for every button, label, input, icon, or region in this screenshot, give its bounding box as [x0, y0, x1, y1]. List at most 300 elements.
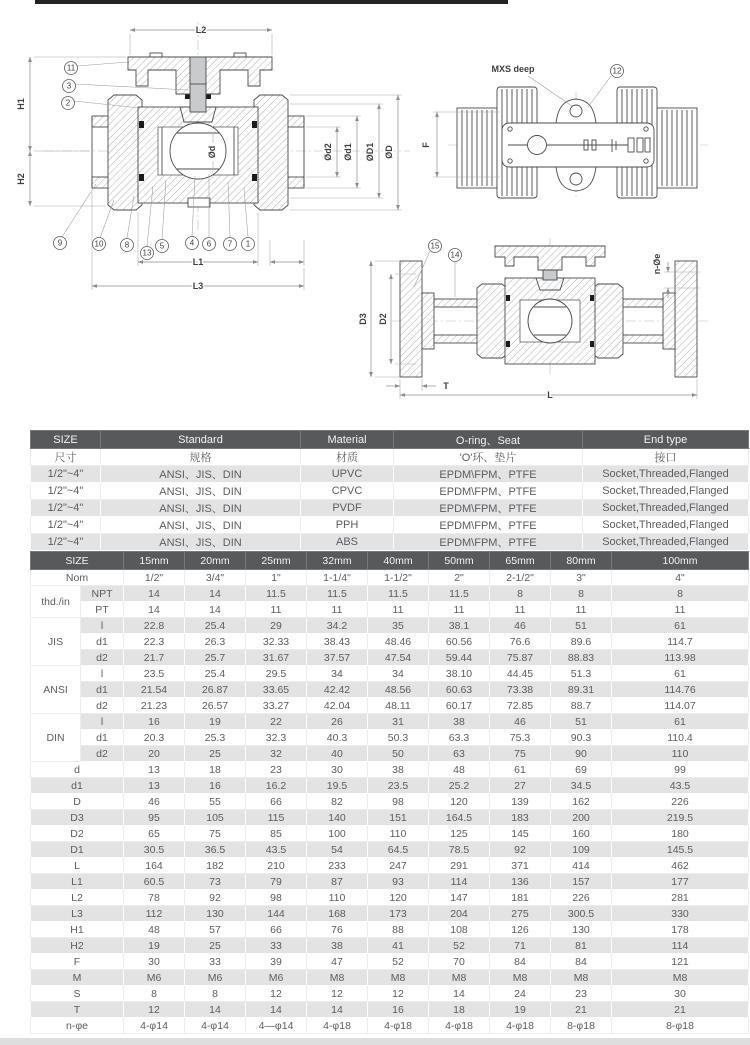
dimension-cell: 115 — [246, 810, 307, 826]
dimension-cell: 52 — [368, 954, 429, 970]
dimension-cell: M6 — [185, 970, 246, 986]
dims-header-row — [31, 552, 749, 570]
stem — [190, 57, 206, 112]
dimension-cell: 8 — [490, 586, 551, 602]
dimension-cell: 14 — [185, 1002, 246, 1018]
dimension-cell: 25 — [185, 938, 246, 954]
dimension-cell: 114.7 — [612, 634, 749, 650]
dimension-cell: 178 — [612, 922, 749, 938]
dimension-row — [31, 602, 749, 618]
dimension-cell: 4-φ18 — [490, 1018, 551, 1034]
dimension-cell: 8-φ18 — [551, 1018, 612, 1034]
dimension-cell: 120 — [368, 890, 429, 906]
valve-ball-flanged — [528, 299, 572, 343]
dimension-cell: 11 — [307, 602, 368, 618]
dimension-cell: 11 — [429, 602, 490, 618]
dimension-cell: 173 — [368, 906, 429, 922]
row-label: L1 — [31, 874, 124, 890]
dimension-cell: 11 — [490, 602, 551, 618]
dimension-cell: 98 — [368, 794, 429, 810]
dimension-cell: 291 — [429, 858, 490, 874]
dimension-cell: 109 — [551, 842, 612, 858]
row-label: L2 — [31, 890, 124, 906]
dimension-cell: 180 — [612, 826, 749, 842]
dimension-cell: 8-φ18 — [612, 1018, 749, 1034]
spec-cell: 1/2"~4" — [31, 500, 101, 517]
spec-cell: ANSI、JIS、DIN — [101, 500, 301, 517]
dimension-cell: 24 — [490, 986, 551, 1002]
flange-left — [400, 261, 434, 377]
dimension-row — [31, 682, 749, 698]
dims-column-header: 40mm — [368, 552, 429, 570]
dimension-cell: 140 — [307, 810, 368, 826]
spec-cell: 1/2"~4" — [31, 534, 101, 551]
dimension-cell: 114.07 — [612, 698, 749, 714]
dimension-cell: 47.54 — [368, 650, 429, 666]
dimension-cell: 23.5 — [124, 666, 185, 682]
t-handle-flanged — [495, 246, 605, 270]
handle-top-view — [502, 123, 654, 167]
spec-cell: Socket,Threaded,Flanged — [583, 517, 749, 534]
dimension-cell: 31.67 — [246, 650, 307, 666]
dimension-cell: 72.85 — [490, 698, 551, 714]
dimension-cell: M8 — [490, 970, 551, 986]
dimension-cell: 71 — [490, 938, 551, 954]
dimension-cell: 18 — [429, 1002, 490, 1018]
dimension-cell: 75.87 — [490, 650, 551, 666]
dimension-cell: 73.38 — [490, 682, 551, 698]
callout-number: 3 — [66, 81, 72, 91]
dimension-cell: 37.57 — [307, 650, 368, 666]
spec-column-header: O-ring、Seat — [394, 431, 583, 449]
dimension-row — [31, 922, 749, 938]
dimension-cell: 11 — [551, 602, 612, 618]
row-group-label: DIN — [31, 714, 81, 762]
dimension-cell: 42.04 — [307, 698, 368, 714]
dimension-cell: 31 — [368, 714, 429, 730]
spec-cell: EPDM\FPM、PTFE — [394, 534, 583, 551]
dimension-cell: 21.7 — [124, 650, 185, 666]
spec-cell: PVDF — [301, 500, 394, 517]
dim-label-od1: Ød1 — [343, 143, 353, 161]
dimension-cell: 66 — [246, 922, 307, 938]
dimension-row — [31, 1018, 749, 1034]
dimension-cell: 61 — [612, 714, 749, 730]
row-label: D1 — [31, 842, 124, 858]
dimension-cell: 38 — [429, 714, 490, 730]
dimension-row — [31, 954, 749, 970]
dimension-cell: M8 — [429, 970, 490, 986]
spec-column-header: Standard — [101, 431, 301, 449]
dimension-cell: 57 — [185, 922, 246, 938]
dimension-cell: 39 — [246, 954, 307, 970]
dimension-cell: 8 — [185, 986, 246, 1002]
dimension-cell: 11.5 — [246, 586, 307, 602]
dimension-cell: 26.3 — [185, 634, 246, 650]
callout-number: 12 — [612, 66, 622, 76]
dimension-cell: 11 — [612, 602, 749, 618]
dims-column-header: 15mm — [124, 552, 185, 570]
spec-table — [30, 430, 749, 551]
footer-divider — [0, 1038, 750, 1045]
callout-number: 7 — [227, 239, 233, 249]
dim-label-oD1: ØD1 — [365, 142, 375, 162]
dimension-cell: 219.5 — [612, 810, 749, 826]
callout-number: 5 — [159, 241, 165, 251]
dims-column-header: 50mm — [429, 552, 490, 570]
dimension-cell: 73 — [185, 874, 246, 890]
dimension-cell: 26 — [307, 714, 368, 730]
dimension-cell: 35 — [368, 618, 429, 634]
dimension-cell: 23 — [551, 986, 612, 1002]
row-label: d1 — [31, 778, 124, 794]
dimension-cell: 50 — [368, 746, 429, 762]
row-label: D2 — [31, 826, 124, 842]
dim-label-ne: n-Øe — [652, 253, 662, 275]
dimension-cell: 13 — [124, 778, 185, 794]
dimension-cell: 41 — [368, 938, 429, 954]
dimension-cell: 11.5 — [429, 586, 490, 602]
dimension-cell: 114 — [429, 874, 490, 890]
dimension-cell: 14 — [185, 602, 246, 618]
dimension-cell: 112 — [124, 906, 185, 922]
dimension-cell: 63.3 — [429, 730, 490, 746]
spec-cell: 1/2"~4" — [31, 517, 101, 534]
top-view-drawing — [421, 64, 708, 198]
dimension-cell: 330 — [612, 906, 749, 922]
spec-subheader-cell: 规格 — [101, 449, 301, 466]
dimension-row — [31, 762, 749, 778]
dimension-cell: 47 — [307, 954, 368, 970]
dimension-row — [31, 650, 749, 666]
spec-row — [31, 534, 749, 551]
dimension-cell: 11.5 — [307, 586, 368, 602]
dimension-row — [31, 634, 749, 650]
union-nut-right — [254, 95, 288, 210]
dimension-cell: 12 — [368, 986, 429, 1002]
dimension-cell: 36.5 — [185, 842, 246, 858]
dimension-cell: 145 — [490, 826, 551, 842]
row-label: L — [31, 858, 124, 874]
dimension-cell: 75 — [490, 746, 551, 762]
dimension-cell: 21 — [612, 1002, 749, 1018]
dimension-cell: 371 — [490, 858, 551, 874]
dimension-cell: 66 — [246, 794, 307, 810]
technical-drawings — [0, 0, 750, 428]
dimension-cell: 25.4 — [185, 666, 246, 682]
dimension-row — [31, 714, 749, 730]
dimension-cell: 21 — [551, 1002, 612, 1018]
dimension-row — [31, 826, 749, 842]
dimension-row — [31, 586, 749, 602]
dimension-cell: 14 — [307, 1002, 368, 1018]
dim-label-od-center: Ød — [207, 145, 217, 159]
dimension-cell: 2-1/2" — [490, 570, 551, 586]
spec-cell: 1/2"~4" — [31, 466, 101, 483]
dimension-cell: 76 — [307, 922, 368, 938]
dimension-cell: 14 — [429, 986, 490, 1002]
dimension-cell: 145.5 — [612, 842, 749, 858]
spec-cell: ANSI、JIS、DIN — [101, 466, 301, 483]
dimension-cell: 38.1 — [429, 618, 490, 634]
flange-right — [663, 261, 697, 377]
row-label: l — [81, 618, 124, 634]
dimension-cell: 69 — [551, 762, 612, 778]
row-label: F — [31, 954, 124, 970]
dimension-cell: 51 — [551, 618, 612, 634]
dimension-row — [31, 842, 749, 858]
dimension-cell: 32 — [246, 746, 307, 762]
row-group-label: ANSI — [31, 666, 81, 714]
flanged-view-drawing — [358, 238, 708, 400]
dimension-cell: 13 — [124, 762, 185, 778]
dimension-cell: 89.31 — [551, 682, 612, 698]
row-label: H1 — [31, 922, 124, 938]
dim-label-oD: ØD — [384, 145, 394, 159]
dimension-cell: 14 — [124, 586, 185, 602]
spec-subheader-row — [31, 449, 749, 466]
dimension-cell: 44.45 — [490, 666, 551, 682]
dimension-cell: 27 — [490, 778, 551, 794]
dimension-cell: 4" — [612, 570, 749, 586]
dimension-cell: 26.57 — [185, 698, 246, 714]
dimension-cell: 33 — [246, 938, 307, 954]
row-label: L3 — [31, 906, 124, 922]
dim-label-f: F — [421, 142, 431, 148]
dimension-cell: 61 — [490, 762, 551, 778]
dimension-cell: 43.5 — [612, 778, 749, 794]
dimension-cell: 55 — [185, 794, 246, 810]
dimension-cell: 121 — [612, 954, 749, 970]
dimension-cell: 25.3 — [185, 730, 246, 746]
row-label: NPT — [81, 586, 124, 602]
dimension-cell: 136 — [490, 874, 551, 890]
dimension-cell: 23.5 — [368, 778, 429, 794]
dimension-cell: 85 — [246, 826, 307, 842]
dimension-cell: 48 — [124, 922, 185, 938]
row-label: S — [31, 986, 124, 1002]
spec-cell: ANSI、JIS、DIN — [101, 517, 301, 534]
dimension-cell: 110 — [368, 826, 429, 842]
dimension-cell: 16 — [124, 714, 185, 730]
spec-cell: EPDM\FPM、PTFE — [394, 500, 583, 517]
callout-number: 8 — [124, 240, 130, 250]
dim-label-t: T — [443, 381, 449, 391]
spec-row — [31, 483, 749, 500]
callouts-main-bottom — [54, 237, 255, 260]
row-label: PT — [81, 602, 124, 618]
callout-number: 15 — [430, 241, 440, 251]
callout-number: 6 — [206, 239, 212, 249]
dimension-cell: 46 — [490, 618, 551, 634]
spec-cell: EPDM\FPM、PTFE — [394, 466, 583, 483]
dimension-cell: 30.5 — [124, 842, 185, 858]
row-label: M — [31, 970, 124, 986]
callout-number: 4 — [189, 238, 195, 248]
dimension-cell: 51.3 — [551, 666, 612, 682]
spec-subheader-cell: 尺寸 — [31, 449, 101, 466]
row-label: d — [31, 762, 124, 778]
dimension-cell: 38 — [307, 938, 368, 954]
dimension-cell: 4-φ18 — [429, 1018, 490, 1034]
dimension-cell: 300.5 — [551, 906, 612, 922]
dimension-cell: 32.3 — [246, 730, 307, 746]
dimension-cell: 8 — [551, 586, 612, 602]
dimension-cell: 177 — [612, 874, 749, 890]
dimension-cell: 76.6 — [490, 634, 551, 650]
dimension-cell: 11 — [368, 602, 429, 618]
spec-row — [31, 466, 749, 483]
dimension-cell: 78.5 — [429, 842, 490, 858]
dim-label-l3: L3 — [192, 281, 204, 291]
row-label: d2 — [81, 746, 124, 762]
dimension-cell: 120 — [429, 794, 490, 810]
dimension-cell: 182 — [185, 858, 246, 874]
dims-size-header: SIZE — [31, 552, 124, 570]
spec-cell: CPVC — [301, 483, 394, 500]
dimension-cell: M8 — [307, 970, 368, 986]
spec-cell: ANSI、JIS、DIN — [101, 483, 301, 500]
dimension-cell: 3" — [551, 570, 612, 586]
spec-cell: ABS — [301, 534, 394, 551]
dimension-cell: M8 — [551, 970, 612, 986]
dimension-cell: 414 — [551, 858, 612, 874]
dimension-cell: 21.23 — [124, 698, 185, 714]
callout-number: 10 — [94, 239, 104, 249]
dimension-cell: 130 — [185, 906, 246, 922]
dimension-cell: 48.46 — [368, 634, 429, 650]
dimension-row — [31, 778, 749, 794]
dimension-cell: 98 — [246, 890, 307, 906]
dimension-cell: 38.43 — [307, 634, 368, 650]
dimension-row — [31, 890, 749, 906]
dims-column-header: 80mm — [551, 552, 612, 570]
spec-row — [31, 517, 749, 534]
dimension-cell: 90.3 — [551, 730, 612, 746]
dimension-cell: 18 — [185, 762, 246, 778]
dimension-cell: 75 — [185, 826, 246, 842]
dimension-cell: 89.6 — [551, 634, 612, 650]
dimension-cell: 14 — [124, 602, 185, 618]
dimension-cell: 114.76 — [612, 682, 749, 698]
dimension-cell: 34 — [307, 666, 368, 682]
dimension-cell: 75.3 — [490, 730, 551, 746]
dimension-cell: 32.33 — [246, 634, 307, 650]
spec-cell: 1/2"~4" — [31, 483, 101, 500]
dimension-cell: 16 — [185, 778, 246, 794]
dimension-row — [31, 794, 749, 810]
dimension-cell: 204 — [429, 906, 490, 922]
dimension-cell: 52 — [429, 938, 490, 954]
dim-label-l1: L1 — [192, 257, 204, 267]
dimension-cell: 12 — [307, 986, 368, 1002]
dimension-cell: 88.7 — [551, 698, 612, 714]
dimension-cell: 25 — [185, 746, 246, 762]
spec-row — [31, 500, 749, 517]
dimension-cell: 64.5 — [368, 842, 429, 858]
spec-cell: PPH — [301, 517, 394, 534]
dimension-cell: 16.2 — [246, 778, 307, 794]
dims-column-header: 20mm — [185, 552, 246, 570]
dimension-cell: 30 — [612, 986, 749, 1002]
dimension-cell: 160 — [551, 826, 612, 842]
dimension-cell: 181 — [490, 890, 551, 906]
dimension-cell: 19.5 — [307, 778, 368, 794]
dim-label-l: L — [547, 390, 553, 400]
dimension-row — [31, 570, 749, 586]
dimension-cell: 8 — [124, 986, 185, 1002]
dimension-cell: 100 — [307, 826, 368, 842]
dimension-row — [31, 698, 749, 714]
dimension-cell: 2" — [429, 570, 490, 586]
dimension-row — [31, 810, 749, 826]
dimension-cell: 1" — [246, 570, 307, 586]
dimension-cell: 1/2" — [124, 570, 185, 586]
dimension-cell: M8 — [612, 970, 749, 986]
dimension-cell: 23 — [246, 762, 307, 778]
dimension-cell: 84 — [490, 954, 551, 970]
dim-T — [386, 379, 449, 399]
dimension-row — [31, 858, 749, 874]
row-label: n-φe — [31, 1018, 124, 1034]
dimension-cell: 168 — [307, 906, 368, 922]
spec-cell: Socket,Threaded,Flanged — [583, 534, 749, 551]
dimension-cell: 12 — [246, 986, 307, 1002]
dimension-cell: 29.5 — [246, 666, 307, 682]
callout-number: 1 — [245, 239, 251, 249]
dimension-cell: 25.7 — [185, 650, 246, 666]
dimension-cell: 43.5 — [246, 842, 307, 858]
dimension-cell: 19 — [185, 714, 246, 730]
dimension-cell: 54 — [307, 842, 368, 858]
dimension-cell: M6 — [124, 970, 185, 986]
dimension-cell: 16 — [368, 1002, 429, 1018]
union-nut-left-flanged — [477, 284, 507, 358]
dimension-cell: 84 — [551, 954, 612, 970]
dims-column-header: 65mm — [490, 552, 551, 570]
dimension-cell: 110 — [612, 746, 749, 762]
mounting-lug-top — [556, 99, 596, 123]
main-view-drawing — [16, 22, 410, 291]
row-label: T — [31, 1002, 124, 1018]
dimension-cell: M6 — [246, 970, 307, 986]
row-group-label: thd./in — [31, 586, 81, 618]
dimension-cell: 110 — [307, 890, 368, 906]
dimension-cell: 164 — [124, 858, 185, 874]
row-label: D — [31, 794, 124, 810]
dimension-cell: 48.56 — [368, 682, 429, 698]
row-label: H2 — [31, 938, 124, 954]
dimension-cell: 4-φ18 — [307, 1018, 368, 1034]
dimension-cell: 88 — [368, 922, 429, 938]
spec-cell: Socket,Threaded,Flanged — [583, 483, 749, 500]
dimension-cell: 12 — [124, 1002, 185, 1018]
dimension-cell: 11.5 — [368, 586, 429, 602]
dimension-cell: 60.63 — [429, 682, 490, 698]
dimension-cell: 33.65 — [246, 682, 307, 698]
callout-number: 14 — [450, 250, 460, 260]
dimension-cell: 164.5 — [429, 810, 490, 826]
spec-cell: ANSI、JIS、DIN — [101, 534, 301, 551]
dimension-cell: 11 — [246, 602, 307, 618]
dimension-cell: 226 — [612, 794, 749, 810]
dimension-cell: M8 — [368, 970, 429, 986]
mxs-deep-note: MXS deep — [491, 64, 535, 74]
callouts-top-view — [611, 65, 624, 78]
dimension-cell: 40 — [307, 746, 368, 762]
spec-cell: EPDM\FPM、PTFE — [394, 517, 583, 534]
dimension-cell: 29 — [246, 618, 307, 634]
